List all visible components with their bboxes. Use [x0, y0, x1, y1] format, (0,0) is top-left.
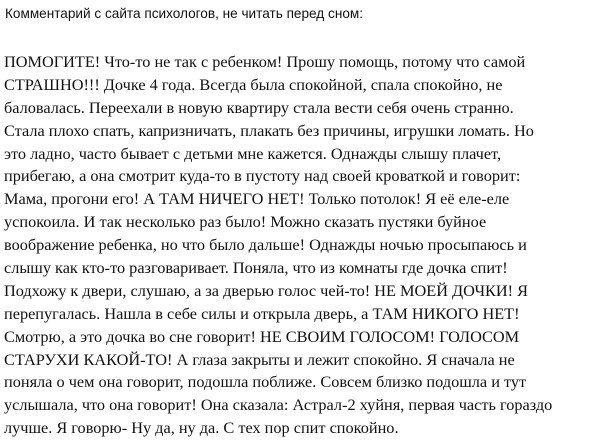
story-line: ПОМОГИТЕ! Что-то не так с ребенком! Прошу помощь, потому что самой — [4, 52, 526, 71]
story-line: поняла о чем она говорит, подошла поближе. Совсем близко подошла и тут — [4, 372, 527, 392]
story-line: баловалась. Переехали в новую квартиру стала вести себя очень странно. — [4, 97, 514, 117]
post-page — [4, 0, 602, 438]
story-line: перепугалась. Нашла в себе силы и открыла дверь, а ТАМ НИКОГО НЕТ! — [4, 303, 520, 323]
story-line: СТАРУХИ КАКОЙ-ТО! А глаза закрыты и лежит спокойно. Я сначала не — [4, 349, 515, 369]
story-line: слышу как кто-то разговаривает. Поняла, что из комнаты где дочка спит! — [4, 258, 508, 278]
story-line: Стала плохо спать, капризничать, плакать без причины, игрушки ломать. Но — [4, 120, 534, 140]
story-line: прибегаю, а она смотрит куда-то в пустоту над своей кроваткой и говорит: — [4, 166, 521, 186]
post-header: Комментарий с сайта психологов, не читать перед сном: — [5, 6, 364, 21]
story-line: лучше. Я говорю- Ну да, ну да. С тех пор спит спокойно. — [4, 418, 399, 438]
story-line: Подхожу к двери, слушаю, а за дверью голос чей-то! НЕ МОЕЙ ДОЧКИ! Я — [4, 280, 529, 300]
story-line: успокоила. И так несколько раз было! Можно сказать пустяки буйное — [4, 212, 487, 232]
story-line: Мама, прогони его! А ТАМ НИЧЕГО НЕТ! Только потолок! Я её еле-еле — [4, 189, 510, 209]
story-line: это ладно, часто бывает с детьми мне кажется. Однажды слышу плачет, — [4, 143, 502, 163]
story-line: Смотрю, а это дочка во сне говорит! НЕ СВОИМ ГОЛОСОМ! ГОЛОСОМ — [4, 326, 520, 346]
story-line: услышала, что она говорит! Она сказала: Астрал-2 хуйня, первая часть гораздо — [4, 395, 553, 415]
story-text — [4, 51, 602, 440]
story-line: СТРАШНО!!! Дочке 4 года. Всегда была спокойной, спала спокойно, не — [4, 74, 503, 94]
story-line: воображение ребенка, но что было дальше! Однажды ночью просыпаюсь и — [4, 235, 527, 255]
